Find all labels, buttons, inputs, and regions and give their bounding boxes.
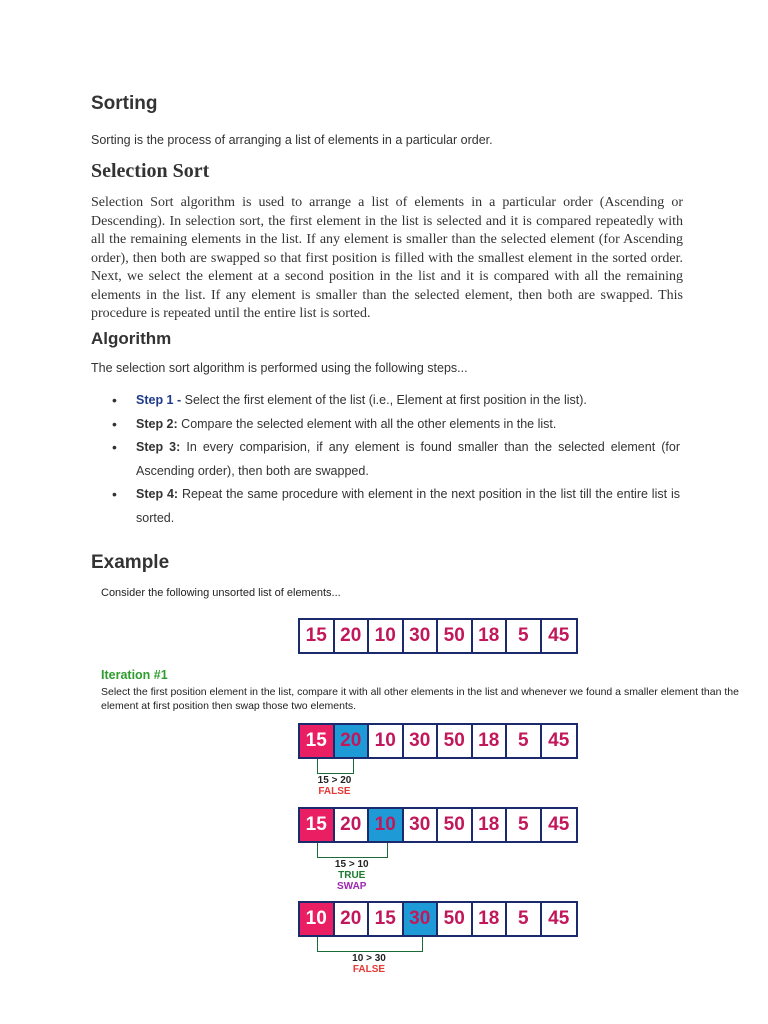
array-cell: 15 [300, 620, 335, 652]
array-cell: 20 [335, 903, 370, 935]
selection-sort-heading: Selection Sort [91, 160, 210, 182]
array-cell: 18 [473, 620, 508, 652]
step-label: Step 2: [136, 416, 178, 431]
swap-label: SWAP [337, 881, 367, 892]
algorithm-intro: The selection sort algorithm is performed using the following steps... [91, 361, 468, 375]
array-cell: 5 [507, 725, 542, 757]
step-label: Step 4: [136, 487, 179, 501]
comparison-result: FALSE [318, 786, 351, 797]
array-cell: 45 [548, 814, 570, 835]
example-intro: Consider the following unsorted list of elements... [101, 587, 341, 599]
step-text: Select the first element of the list (i.e., Element at first position in the list). [181, 393, 587, 407]
comparison-bracket [317, 759, 354, 774]
list-item [112, 483, 680, 530]
array-cell: 5 [507, 620, 542, 652]
array-cell: 15 [300, 725, 335, 757]
array-cell: 15 [369, 903, 404, 935]
unsorted-array [298, 618, 578, 654]
step-label: Step 1 - [136, 393, 182, 407]
array-cell: 30 [404, 620, 439, 652]
comparison-result: FALSE [352, 964, 386, 975]
step-text: Compare the selected element with all the other elements in the list. [177, 416, 557, 431]
comparison-bracket [317, 937, 423, 952]
list-item [112, 436, 680, 483]
comparison-bracket [317, 843, 388, 858]
array-cell: 50 [438, 620, 473, 652]
comparison-result: TRUE [338, 870, 366, 881]
array-cell: 10 [300, 903, 335, 935]
array-cell: 30 [404, 903, 439, 935]
example-heading: Example [91, 552, 170, 573]
array-cell: 18 [473, 725, 508, 757]
list-item [112, 413, 680, 437]
array-cell: 18 [473, 809, 508, 841]
iteration-array [298, 901, 578, 937]
step-text: Repeat the same procedure with element in the next position in the list till the entire list is sorted. [136, 487, 680, 525]
comparison-label: 10 > 30 [352, 953, 386, 964]
iteration-description: Select the first position element in the list, compare it with all other elements in the list and whenever we found a smaller element than the element at first position then swap those two elements. [101, 686, 739, 712]
array-cell: 20 [335, 620, 370, 652]
iteration-array [298, 723, 578, 759]
comparison-label: 15 > 10 [334, 859, 369, 870]
array-cell: 5 [507, 809, 542, 841]
array-cell: 45 [548, 908, 570, 929]
array-cell: 20 [335, 725, 370, 757]
array-cell: 45 [548, 625, 570, 646]
iteration-title: Iteration #1 [101, 668, 168, 682]
array-cell: 50 [438, 809, 473, 841]
array-cell: 18 [473, 903, 508, 935]
array-cell: 10 [369, 725, 404, 757]
iteration-array [298, 807, 578, 843]
array-cell: 5 [507, 903, 542, 935]
array-cell: 50 [438, 725, 473, 757]
array-cell: 30 [404, 809, 439, 841]
step-label: Step 3: [136, 440, 181, 454]
array-cell: 50 [438, 903, 473, 935]
array-cell: 20 [335, 809, 370, 841]
array-cell: 30 [404, 725, 439, 757]
algorithm-heading: Algorithm [91, 329, 172, 348]
sorting-heading: Sorting [91, 93, 158, 114]
sorting-description: Sorting is the process of arranging a list of elements in a particular order. [91, 133, 493, 147]
array-cell: 10 [369, 620, 404, 652]
comparison-label: 15 > 20 [317, 775, 352, 786]
list-item [112, 389, 680, 413]
selection-sort-paragraph: Selection Sort algorithm is used to arrange a list of elements in a particular order (Ascending or Descending). In selection sort, the first element in the list is selected and it is compared repeatedly with all the remaining elements in the list. If any element is smaller than the selected element (for Ascending order), then both are swapped so that first position is filled with the smallest element in the sorted order. Next, we select the element at a second position in the list and it is compared with all the remaining elements in the list. If any element is smaller than the selected element, then both are swapped. This procedure is repeated until the entire list is sorted. [91, 195, 683, 321]
array-cell: 45 [548, 730, 570, 751]
algorithm-steps-list [112, 389, 680, 530]
array-cell: 15 [300, 809, 335, 841]
array-cell: 10 [369, 809, 404, 841]
step-text: In every comparision, if any element is found smaller than the selected element (for Ascending order), then both are swapped. [136, 440, 681, 478]
